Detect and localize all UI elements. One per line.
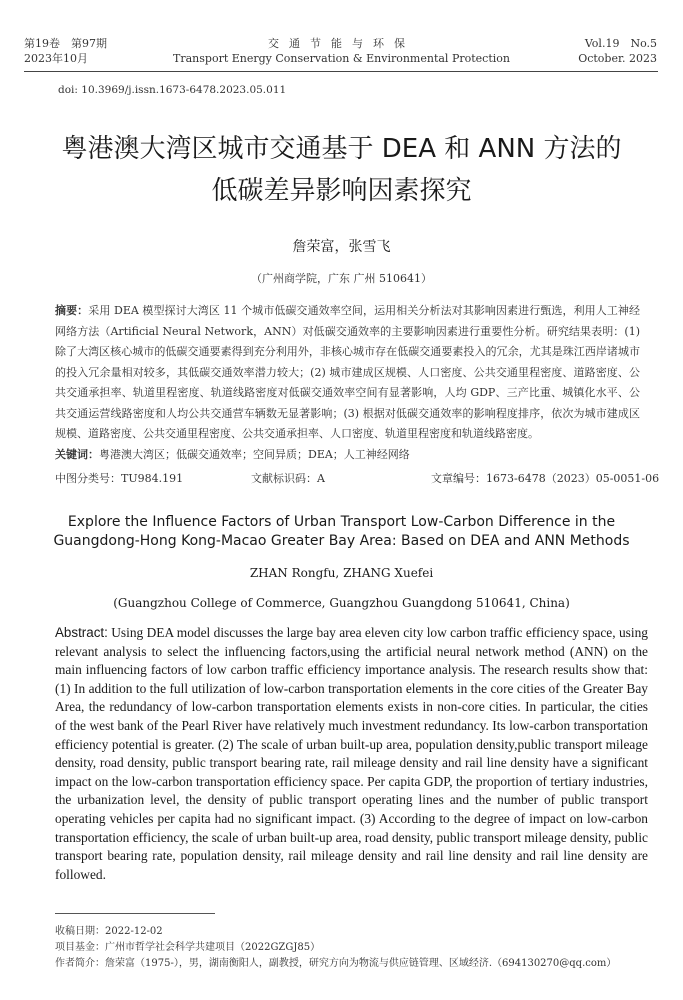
abstract-en-text: Using DEA model discusses the large bay area eleven city low carbon traffic efficiency space, using relevant analysis to select the influencing factors,using the artificial neural network method (ANN) on the main influencing factors of low carbon traffic efficiency importance analysis. The research results show that: (1) In addition to the full utilization of low-carbon transportation elements in the core cities of the Greater Bay Area, the redundancy of low-carbon transportation elements exists in non-core cities. In particular, the cities of the west bank of the Pearl River have relatively much investment redundancy. Its low-carbon transportation efficiency potential is greater. (2) The scale of urban built-up area, population density,public transport mileage density, road density, public transport bearing rate, rail mileage density and rail line density have a significant impact on the low-carbon transportation efficiency space. Per capita GDP, the proportion of tertiary industries, the urbanization level, the density of public transport operating lines and the number of public transport operating vehicles per capita had no significant impact. (3) According to the degree of impact on low-carbon transportation efficiency, the scale of urban built-up area, road density, public transport mileage density, public transport bearing rate, population density, rail mileage density and rail line density and rail line density are followed. (55, 625, 648, 882)
volume-issue-en: Vol.19 No.5 (584, 37, 657, 50)
title-en-line2: Guangdong-Hong Kong-Macao Greater Bay Area: Based on DEA and ANN Methods (53, 533, 630, 549)
doi: doi: 10.3969/j.issn.1673-6478.2023.05.011 (58, 84, 287, 96)
authors-en: ZHAN Rongfu, ZHANG Xuefei (249, 566, 434, 580)
header-rule (24, 71, 658, 72)
affiliation-en: (Guangzhou College of Commerce, Guangzhou Guangdong 510641, China) (113, 596, 570, 610)
clc-number: 中图分类号：TU984.191 (55, 472, 184, 485)
abstract-cn-label: 摘要： (55, 304, 89, 317)
footnote-received: 收稿日期：2022-12-02 (55, 926, 163, 937)
abstract-en (55, 624, 648, 884)
journal-name-en: Transport Energy Conservation & Environmental Protection (173, 52, 510, 65)
issue-date: 2023年10月 (24, 52, 88, 65)
title-cn (0, 128, 683, 212)
journal-name-cn: 交通节能与环保 (268, 37, 415, 50)
keywords-cn-label: 关键词： (55, 448, 99, 461)
document-code: 文献标识码：A (251, 472, 325, 485)
title-en-line1: Explore the Influence Factors of Urban Transport Low-Carbon Difference in the (67, 514, 616, 530)
affiliation-cn: （广州商学院，广东 广州 510641） (251, 272, 432, 285)
abstract-cn (55, 301, 640, 445)
issue-date-en: October. 2023 (578, 52, 657, 65)
header-right (578, 36, 657, 66)
title-cn-line2: 低碳差异影响因素探究 (211, 176, 472, 206)
footnote-fund: 项目基金：广州市哲学社会科学共建项目（2022GZGJ85） (55, 942, 321, 953)
volume-issue: 第19卷 第97期 (24, 37, 107, 50)
keywords-cn-text: 粤港澳大湾区；低碳交通效率；空间异质；DEA；人工神经网络 (99, 448, 410, 461)
abstract-en-label: Abstract: (55, 625, 108, 640)
title-cn-line1: 粤港澳大湾区城市交通基于 DEA 和 ANN 方法的 (61, 134, 622, 164)
footnote-author-bio: 作者简介：詹荣富（1975-），男，湖南衡阳人，副教授，研究方向为物流与供应链管理、区域经济.（694130270@qq.com） (55, 958, 617, 969)
abstract-cn-text: 采用 DEA 模型探讨大湾区 11 个城市低碳交通效率空间，运用相关分析法对其影响因素进行甄选，利用人工神经网络方法（Artificial Neural Network，ANN）对低碳交通效率的主要影响因素进行重要性分析。研究结果表明：(1) 除了大湾区核心城市的低碳交通要素得到充分利用外，非核心城市存在低碳交通要素投入的冗余，尤其是珠江西岸诸城市的投入冗余量相对较多，其低碳交通效率潜力较大；(2) 城市建成区规模、人口密度、公共交通里程密度、道路密度、公共交通承担率、轨道里程密度、轨道线路密度对低碳交通效率空间有显著影响，人均 GDP、三产比重、城镇化水平、公共交通运营线路密度和人均公共交通营车辆数无显著影响；(3) 根据对低碳交通效率的影响程度排序，依次为城市建成区规模、道路密度、公共交通里程密度、公共交通承担率、人口密度、轨道里程密度和轨道线路密度。 (55, 304, 640, 440)
keywords-cn (55, 446, 640, 462)
article-number: 文章编号：1673-6478（2023）05-0051-06 (431, 472, 660, 485)
authors-cn: 詹荣富，张雪飞 (292, 239, 391, 255)
footnote-rule (55, 913, 215, 914)
title-en (0, 513, 683, 551)
